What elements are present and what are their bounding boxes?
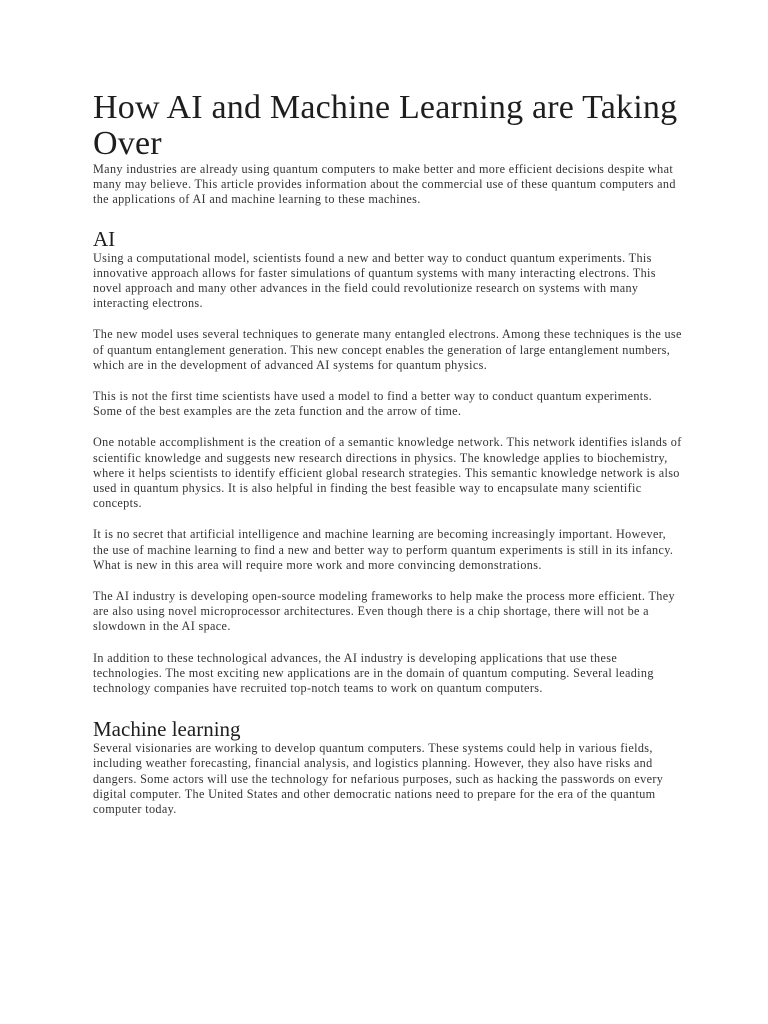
ai-paragraph-3: This is not the first time scientists have used a model to find a better way to conduct quantum experiments. Some of the best examples are the zeta function and the arrow of time. (93, 389, 653, 419)
ai-paragraph-6: The AI industry is developing open-source modeling frameworks to help make the process more efficient. They are also using novel microprocessor architectures. Even though there is a chip shortage, there will not be a slowdown in the AI space. (93, 589, 675, 634)
page-title: How AI and Machine Learning are Taking Over (93, 89, 678, 162)
ai-paragraph-4: One notable accomplishment is the creation of a semantic knowledge network. This network identifies islands of scientific knowledge and suggests new research directions in physics. The knowledge applies to biochemistry, where it helps scientists to identify efficient global research strategies. This semantic knowledge network is also used in quantum physics. It is also helpful in finding the best feasible way to encapsulate many scientific concepts. (93, 435, 682, 511)
ai-paragraph-5: It is no secret that artificial intelligence and machine learning are becoming increasingly important. However, the use of machine learning to find a new and better way to perform quantum experiments is still in its infancy. What is new in this area will require more work and more convincing demonstrations. (93, 527, 674, 572)
document-page (93, 90, 683, 817)
section-heading-ai: AI (93, 226, 116, 251)
ml-paragraph-1: Several visionaries are working to develop quantum computers. These systems could help in various fields, including weather forecasting, financial analysis, and logistics planning. However, they also have risks and dangers. Some actors will use the technology for nefarious purposes, such as hacking the passwords on every digital computer. The United States and other democratic nations need to prepare for the era of the quantum computer today. (93, 741, 664, 817)
ai-paragraph-2: The new model uses several techniques to generate many entangled electrons. Among these techniques is the use of quantum entanglement generation. This new concept enables the generation of large entanglement numbers, which are in the development of advanced AI systems for quantum physics. (93, 327, 682, 372)
intro-paragraph: Many industries are already using quantum computers to make better and more efficient decisions despite what many may believe. This article provides information about the commercial use of these quantum computers and the applications of AI and machine learning to these machines. (93, 162, 676, 207)
ai-paragraph-7: In addition to these technological advances, the AI industry is developing applications that use these technologies. The most exciting new applications are in the domain of quantum computing. Several leading technology companies have recruited top-notch teams to work on quantum computers. (93, 650, 654, 696)
ai-paragraph-1: Using a computational model, scientists found a new and better way to conduct quantum experiments. This innovative approach allows for faster simulations of quantum systems with many interacting electrons. This novel approach and many other advances in the field could revolutionize research on systems with many interacting electrons. (93, 250, 656, 311)
section-heading-machine-learning: Machine learning (93, 717, 241, 742)
